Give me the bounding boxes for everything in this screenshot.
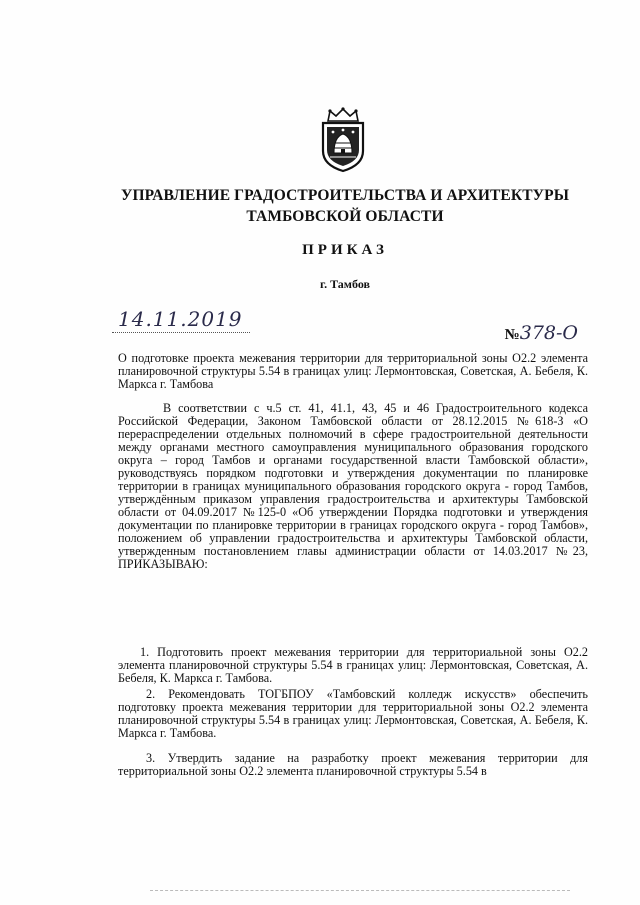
organization-name-line1: УПРАВЛЕНИЕ ГРАДОСТРОИТЕЛЬСТВА И АРХИТЕКТУРЫ [120, 187, 570, 204]
page-bottom-artifact [150, 890, 570, 891]
order-item-1: 1. Подготовить проект межевания территории для территориальной зоны О2.2 элемента планировочной структуры 5.54 в границах улиц: Лермонтовская, Советская, А. Бебеля, К. Маркса г. Тамбова. [118, 645, 588, 685]
document-date: 14.11.2019 [118, 307, 243, 331]
preamble-paragraph: В соответствии с ч.5 ст. 41, 41.1, 43, 45 и 46 Градостроительного кодекса Российской Федерации, Законом Тамбовской области от 28.12.2015 №618-З «О перераспределении отдельных полномочий в сфере градостроительной деятельности между органами местного самоуправления муниципального образования городского округа – город Тамбов и органами государственной власти Тамбовской области», руководствуясь порядком подготовки и утверждения документации по планировке территории в границах муниципального образования городского округа - город Тамбов, утверждённым приказом управления градостроительства и архитектуры Тамбовской области от 04.09.2017 №125-0 «Об утверждении Порядка подготовки и утверждения документации по планировке территории в границах городского округа - город Тамбов», положением об управлении градостроительства и архитектуры Тамбовской области, утвержденным постановлением главы администрации области от 14.03.2017 №23, ПРИКАЗЫВАЮ: [118, 401, 588, 571]
number-prefix: № [504, 327, 520, 343]
tambov-coat-of-arms-icon [318, 107, 368, 173]
date-underline [112, 332, 250, 333]
document-number [505, 322, 578, 344]
number-value: 378-О [519, 322, 578, 344]
document-subject: О подготовке проекта межевания территории для территориальной зоны О2.2 элемента планировочной структуры 5.54 в границах улиц: Лермонтовская, Советская, А. Бебеля, К. Маркса г. Тамбова [118, 351, 588, 391]
order-item-3: 3. Утвердить задание на разработку проект межевания территории для территориальной зоны О2.2 элемента планировочной структуры 5.54 в [118, 751, 588, 778]
document-type: ПРИКАЗ [302, 242, 388, 258]
order-item-2: 2. Рекомендовать ТОГБПОУ «Тамбовский колледж искусств» обеспечить подготовку проекта межевания территории для территориальной зоны О2.2 элемента планировочной структуры 5.54 в границах улиц: Лермонтовская, Советская, А. Бебеля, К. Маркса г. Тамбова. [118, 687, 588, 740]
document-city: г. Тамбов [320, 277, 370, 291]
organization-name-line2: ТАМБОВСКОЙ ОБЛАСТИ [246, 208, 444, 225]
